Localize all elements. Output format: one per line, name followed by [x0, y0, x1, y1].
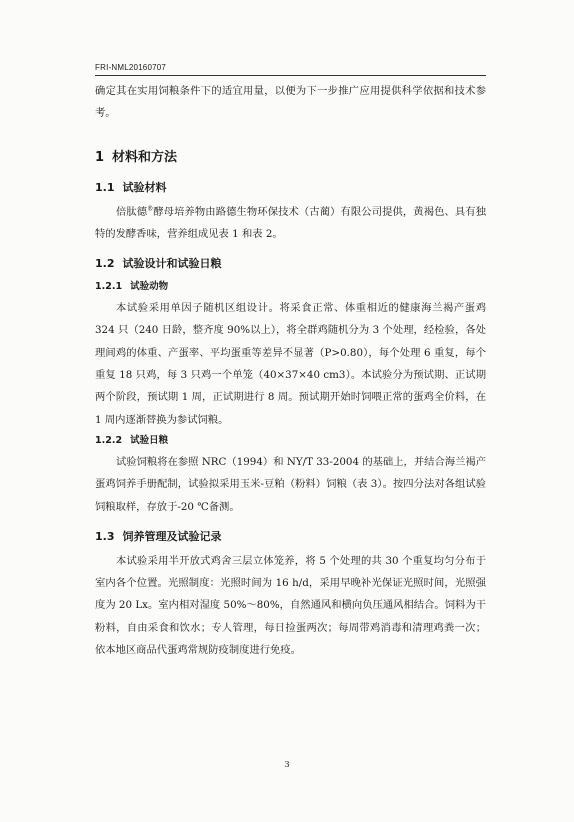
intro-paragraph: 确定其在实用饲粮条件下的适宜用量，以便为下一步推广应用提供科学依据和技术参考。 — [95, 85, 486, 120]
section-number: 1 — [95, 149, 105, 165]
section-title: 饲养管理及试验记录 — [122, 529, 222, 543]
section-number: 1.2.1 — [95, 281, 123, 293]
section-number: 1.2 — [95, 257, 115, 271]
header-rule — [95, 75, 486, 76]
section-heading-1-2-1 — [95, 277, 486, 297]
diet-paragraph: 试验饲粮将在参照 NRC（1994）和 NY/T 33-2004 的基础上，并结合海兰褐产蛋鸡饲养手册配制，试验拟采用玉米-豆粕（粉料）饲粮（表 3）。按四分法对各组试验饲粮取样，存放于-20 ℃备测。 — [95, 455, 486, 513]
page-content — [95, 80, 486, 661]
section-heading-1 — [95, 147, 486, 169]
animals-paragraph: 本试验采用单因子随机区组设计。将采食正常、体重相近的健康海兰褐产蛋鸡 324 只（240 日龄，整齐度 90%以上），将全群鸡随机分为 3 个处理，经检验，各处理间鸡的体重、产蛋率、平均蛋重等差异不显著（P>0.80），每个处理 6 重复，每个重复 18 只鸡，每 3 只鸡一个单笼（40×37×40 cm3）。本试验分为预试期、正试期两个阶段，预试期 1 周，正试期进行 8 周。预试期开始时饲喂正常的蛋鸡全价料，在 1 周内逐渐替换为参试饲粮。 — [95, 302, 486, 426]
section-heading-1-3 — [95, 526, 486, 548]
materials-text: 酵母培养物由路德生物环保技术（古蔺）有限公司提供，黄褐色、具有独特的发酵香味，营养组成见表 1 和表 2。 — [95, 205, 487, 240]
section-title: 试验日粮 — [130, 434, 169, 446]
section-title: 试验动物 — [130, 281, 169, 293]
document-id: FRI-NML20160707 — [95, 63, 167, 72]
product-name: 倍肽德 — [116, 205, 148, 218]
section-title: 试验设计和试验日粮 — [122, 257, 222, 271]
section-heading-1-1 — [95, 177, 486, 199]
registered-mark: ® — [147, 205, 154, 213]
section-number: 1.2.2 — [95, 434, 123, 446]
section-heading-1-2 — [95, 253, 486, 275]
management-paragraph: 本试验采用半开放式鸡舍三层立体笼养，将 5 个处理的共 30 个重复均匀分布于室内各个位置。光照制度：光照时间为 16 h/d，采用早晚补光保证光照时间，光照强度为 20 Lx。室内相对湿度 50%～80%，自然通风和横向负压通风相结合。饲料为干粉料，自由采食和饮水；专人管理，每日捡蛋两次；每周带鸡消毒和清理鸡粪一次；依本地区商品代蛋鸡常规防疫制度进行免疫。 — [95, 554, 486, 657]
section-title: 试验材料 — [122, 180, 167, 194]
section-heading-1-2-2 — [95, 431, 486, 451]
section-number: 1.3 — [95, 529, 115, 543]
page-number: 3 — [284, 760, 290, 769]
section-number: 1.1 — [95, 180, 115, 194]
section-title: 材料和方法 — [112, 149, 178, 165]
materials-paragraph — [95, 201, 486, 246]
